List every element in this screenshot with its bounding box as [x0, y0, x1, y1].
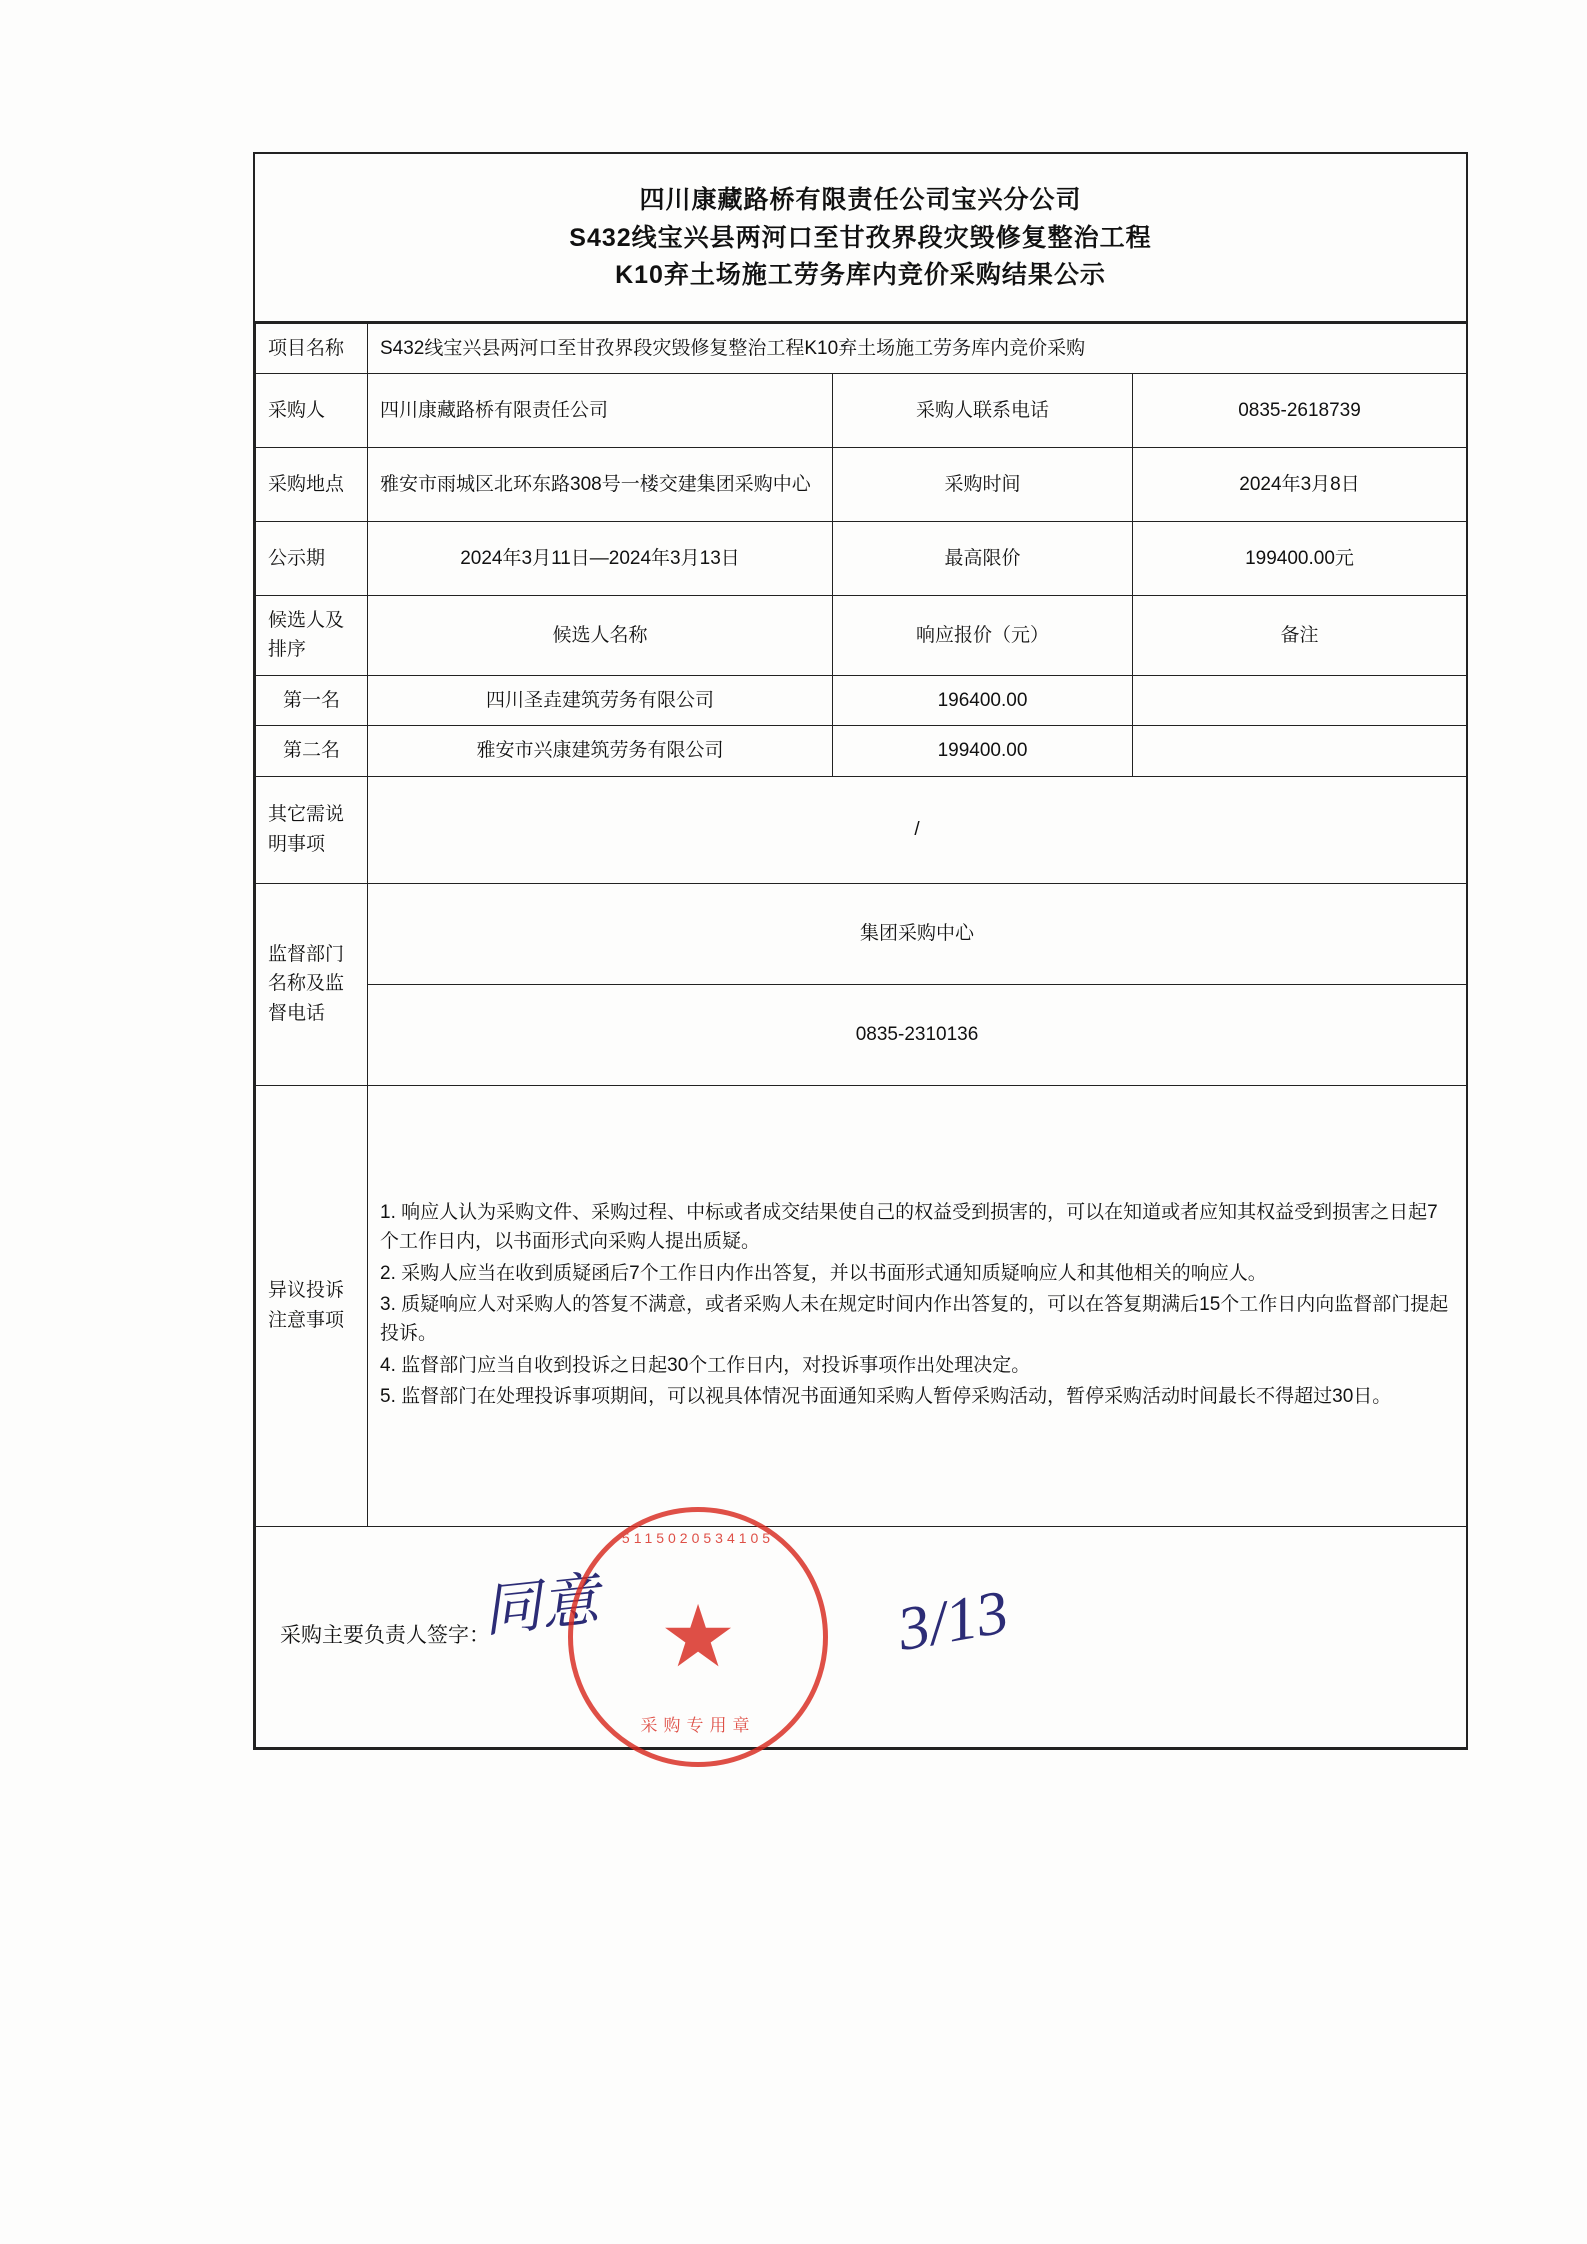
label-max-price: 最高限价: [833, 521, 1133, 595]
label-other-notes: 其它需说明事项: [256, 776, 368, 883]
label-notice-period: 公示期: [256, 521, 368, 595]
handwritten-signature: 同意: [479, 1566, 603, 1644]
header-remark: 备注: [1133, 595, 1467, 675]
table-row-signature: [256, 1526, 1467, 1747]
title-line-1: 四川康藏路桥有限责任公司宝兴分公司: [639, 186, 1082, 214]
candidate-rank-1: 第一名: [256, 675, 368, 725]
label-buyer: 采购人: [256, 373, 368, 447]
table-row-project-name: [256, 323, 1467, 373]
document-title-block: [255, 154, 1466, 323]
table-row-place: [256, 447, 1467, 521]
candidate-quote-2: 199400.00: [833, 726, 1133, 776]
label-objection: 异议投诉注意事项: [256, 1085, 368, 1526]
table-row-other-notes: [256, 776, 1467, 883]
signature-label: 采购主要负责人签字：: [280, 1624, 490, 1648]
candidate-name-1: 四川圣垚建筑劳务有限公司: [368, 675, 833, 725]
table-row-supervisor-name: [256, 883, 1467, 984]
objection-item-3: 3. 质疑响应人对采购人的答复不满意，或者采购人未在规定时间内作出答复的，可以在答复期满后15个工作日内向监督部门提起投诉。: [380, 1293, 1449, 1345]
candidate-name-2: 雅安市兴康建筑劳务有限公司: [368, 726, 833, 776]
value-project-name: S432线宝兴县两河口至甘孜界段灾毁修复整治工程K10弃土场施工劳务库内竞价采购: [368, 323, 1467, 373]
announcement-table: [255, 323, 1467, 1748]
objection-content: [368, 1085, 1467, 1526]
stamp-top-text: 5115020534105: [621, 1529, 775, 1546]
label-buyer-phone: 采购人联系电话: [833, 373, 1133, 447]
candidate-remark-1: [1133, 675, 1467, 725]
header-candidate-name: 候选人名称: [368, 595, 833, 675]
value-buyer: 四川康藏路桥有限责任公司: [368, 373, 833, 447]
objection-item-5: 5. 监督部门在处理投诉事项期间，可以视具体情况书面通知采购人暂停采购活动，暂停采购活动时间最长不得超过30日。: [380, 1386, 1392, 1408]
value-purchase-time: 2024年3月8日: [1133, 447, 1467, 521]
label-candidate-rank: 候选人及排序: [256, 595, 368, 675]
label-supervisor: 监督部门名称及监督电话: [256, 883, 368, 1085]
table-row: [256, 675, 1467, 725]
objection-item-1: 1. 响应人认为采购文件、采购过程、中标或者成交结果使自己的权益受到损害的，可以在知道或者应知其权益受到损害之日起7个工作日内，以书面形式向采购人提出质疑。: [380, 1201, 1438, 1253]
handwritten-date: 3/13: [892, 1577, 1014, 1664]
label-project-name: 项目名称: [256, 323, 368, 373]
table-row-buyer: [256, 373, 1467, 447]
value-max-price: 199400.00元: [1133, 521, 1467, 595]
table-row-notice-period: [256, 521, 1467, 595]
title-line-3: K10弃土场施工劳务库内竞价采购结果公示: [615, 261, 1106, 289]
value-supervisor-phone: 0835-2310136: [368, 984, 1467, 1085]
candidate-rank-2: 第二名: [256, 726, 368, 776]
table-row-supervisor-phone: [256, 984, 1467, 1085]
title-line-2: S432线宝兴县两河口至甘孜界段灾毁修复整治工程: [569, 223, 1152, 252]
value-buyer-phone: 0835-2618739: [1133, 373, 1467, 447]
red-seal-stamp: [568, 1507, 828, 1767]
value-place: 雅安市雨城区北环东路308号一楼交建集团采购中心: [368, 447, 833, 521]
announcement-document: [253, 152, 1468, 1750]
signature-area: [268, 1529, 1454, 1736]
value-supervisor-name: 集团采购中心: [368, 883, 1467, 984]
star-icon: ★: [659, 1588, 737, 1685]
table-row: [256, 726, 1467, 776]
label-purchase-time: 采购时间: [833, 447, 1133, 521]
candidate-remark-2: [1133, 726, 1467, 776]
value-other-notes: /: [368, 776, 1467, 883]
table-row-objection: [256, 1085, 1467, 1526]
header-quote: 响应报价（元）: [833, 595, 1133, 675]
value-notice-period: 2024年3月11日—2024年3月13日: [368, 521, 833, 595]
table-row-candidate-header: [256, 595, 1467, 675]
candidate-quote-1: 196400.00: [833, 675, 1133, 725]
objection-item-4: 4. 监督部门应当自收到投诉之日起30个工作日内，对投诉事项作出处理决定。: [380, 1354, 1031, 1376]
objection-item-2: 2. 采购人应当在收到质疑函后7个工作日内作出答复，并以书面形式通知质疑响应人和其他相关的响应人。: [380, 1262, 1267, 1284]
label-place: 采购地点: [256, 447, 368, 521]
signature-cell: [256, 1526, 1467, 1747]
stamp-bottom-text: 采购专用章: [640, 1716, 756, 1736]
